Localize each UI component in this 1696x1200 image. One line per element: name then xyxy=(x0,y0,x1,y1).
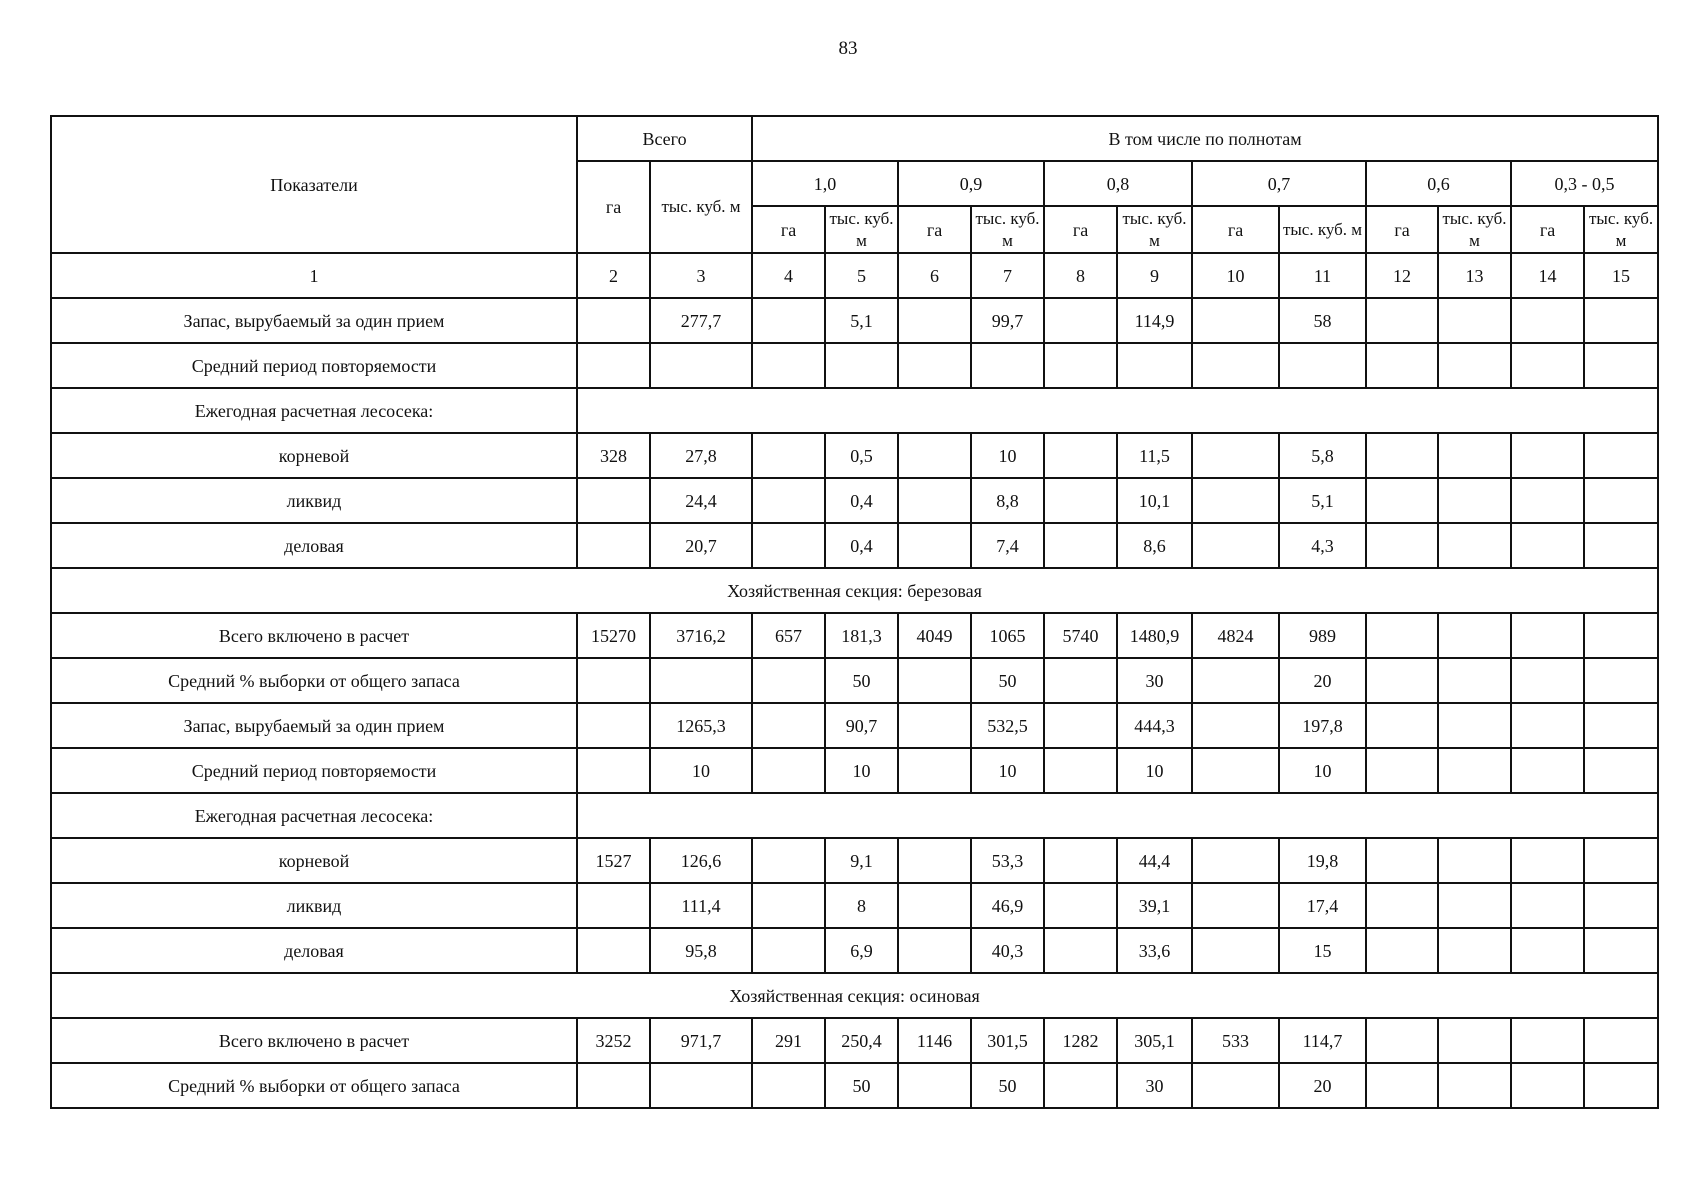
table-cell xyxy=(1584,883,1658,928)
header-density-0-3-0-5: 0,3 - 0,5 xyxy=(1511,161,1658,206)
table-cell xyxy=(1511,703,1584,748)
table-cell: 40,3 xyxy=(971,928,1044,973)
header-unit-volume: тыс. куб. м xyxy=(825,206,898,253)
table-cell xyxy=(752,703,825,748)
table-cell: 301,5 xyxy=(971,1018,1044,1063)
table-cell xyxy=(1117,343,1192,388)
table-cell: 5,8 xyxy=(1279,433,1366,478)
table-cell: 1265,3 xyxy=(650,703,752,748)
table-cell: 4824 xyxy=(1192,613,1279,658)
table-row xyxy=(51,1018,1658,1063)
column-number: 9 xyxy=(1117,253,1192,298)
header-unit-volume: тыс. куб. м xyxy=(1438,206,1511,253)
table-cell xyxy=(1438,433,1511,478)
header-unit-ha: га xyxy=(1044,206,1117,253)
table-cell xyxy=(1044,433,1117,478)
table-cell xyxy=(1438,523,1511,568)
table-cell: 3252 xyxy=(577,1018,650,1063)
table-cell xyxy=(898,298,971,343)
table-cell xyxy=(1511,478,1584,523)
table-cell: 10 xyxy=(650,748,752,793)
table-cell: 33,6 xyxy=(1117,928,1192,973)
table-cell xyxy=(1584,838,1658,883)
table-cell xyxy=(898,1063,971,1108)
table-cell xyxy=(650,658,752,703)
table-cell xyxy=(1511,298,1584,343)
table-cell xyxy=(1584,523,1658,568)
table-cell xyxy=(752,748,825,793)
table-cell: 8 xyxy=(825,883,898,928)
table-cell: 10 xyxy=(971,748,1044,793)
table-cell: 20 xyxy=(1279,658,1366,703)
table-cell: 305,1 xyxy=(1117,1018,1192,1063)
table-cell xyxy=(1044,658,1117,703)
table-cell: 533 xyxy=(1192,1018,1279,1063)
header-density-1-0: 1,0 xyxy=(752,161,898,206)
table-cell xyxy=(577,1063,650,1108)
column-number: 12 xyxy=(1366,253,1438,298)
table-cell xyxy=(1438,478,1511,523)
table-cell: 989 xyxy=(1279,613,1366,658)
table-row xyxy=(51,298,1658,343)
table-cell: 657 xyxy=(752,613,825,658)
table-cell xyxy=(752,478,825,523)
table-cell xyxy=(577,478,650,523)
header-total-ha: га xyxy=(577,161,650,253)
section-header-row xyxy=(51,568,1658,613)
table-cell xyxy=(1511,748,1584,793)
column-number: 8 xyxy=(1044,253,1117,298)
table-cell xyxy=(1044,883,1117,928)
table-cell xyxy=(1511,658,1584,703)
column-number: 13 xyxy=(1438,253,1511,298)
row-label: Запас, вырубаемый за один прием xyxy=(51,298,577,343)
table-cell: 4,3 xyxy=(1279,523,1366,568)
column-number-row xyxy=(51,253,1658,298)
table-cell: 181,3 xyxy=(825,613,898,658)
table-cell xyxy=(1511,1018,1584,1063)
row-label: деловая xyxy=(51,523,577,568)
table-cell xyxy=(1511,838,1584,883)
table-cell xyxy=(1584,928,1658,973)
table-cell xyxy=(1438,928,1511,973)
table-cell xyxy=(898,433,971,478)
table-cell: 24,4 xyxy=(650,478,752,523)
table-cell xyxy=(1584,613,1658,658)
header-unit-volume: тыс. куб. м xyxy=(1117,206,1192,253)
table-row xyxy=(51,613,1658,658)
table-cell xyxy=(1584,658,1658,703)
header-density-0-7: 0,7 xyxy=(1192,161,1366,206)
table-cell: 9,1 xyxy=(825,838,898,883)
table-cell xyxy=(752,298,825,343)
table-cell xyxy=(1366,613,1438,658)
column-number: 2 xyxy=(577,253,650,298)
table-cell xyxy=(971,343,1044,388)
table-cell xyxy=(898,658,971,703)
table-cell xyxy=(1192,433,1279,478)
table-cell xyxy=(1438,703,1511,748)
group-label-row xyxy=(51,388,1658,433)
table-cell xyxy=(752,928,825,973)
table-cell: 1282 xyxy=(1044,1018,1117,1063)
table-cell xyxy=(898,703,971,748)
table-cell xyxy=(1366,838,1438,883)
row-label: Запас, вырубаемый за один прием xyxy=(51,703,577,748)
row-label: ликвид xyxy=(51,478,577,523)
table-cell xyxy=(1584,748,1658,793)
column-number: 3 xyxy=(650,253,752,298)
table-cell xyxy=(1044,703,1117,748)
table-row xyxy=(51,1063,1658,1108)
table-cell: 30 xyxy=(1117,1063,1192,1108)
row-label: Средний % выборки от общего запаса xyxy=(51,658,577,703)
table-cell xyxy=(1044,928,1117,973)
table-cell xyxy=(1192,658,1279,703)
row-label: Всего включено в расчет xyxy=(51,1018,577,1063)
table-cell: 5,1 xyxy=(1279,478,1366,523)
forest-inventory-table xyxy=(50,115,1659,1109)
table-cell xyxy=(1584,1063,1658,1108)
table-cell: 53,3 xyxy=(971,838,1044,883)
table-cell xyxy=(1044,838,1117,883)
row-label: корневой xyxy=(51,838,577,883)
table-cell xyxy=(752,838,825,883)
table-cell: 3716,2 xyxy=(650,613,752,658)
table-cell: 111,4 xyxy=(650,883,752,928)
header-density-0-8: 0,8 xyxy=(1044,161,1192,206)
table-cell: 50 xyxy=(971,658,1044,703)
table-cell: 8,8 xyxy=(971,478,1044,523)
table-cell xyxy=(1366,478,1438,523)
header-unit-volume: тыс. куб. м xyxy=(971,206,1044,253)
section-title: Хозяйственная секция: осиновая xyxy=(51,973,1658,1018)
table-cell: 95,8 xyxy=(650,928,752,973)
table-cell: 19,8 xyxy=(1279,838,1366,883)
table-cell xyxy=(1192,1063,1279,1108)
header-by-density: В том числе по полнотам xyxy=(752,116,1658,161)
table-cell xyxy=(1366,1063,1438,1108)
table-cell: 4049 xyxy=(898,613,971,658)
column-number: 4 xyxy=(752,253,825,298)
row-label: Средний % выборки от общего запаса xyxy=(51,1063,577,1108)
table-cell: 11,5 xyxy=(1117,433,1192,478)
table-cell xyxy=(825,343,898,388)
table-cell xyxy=(898,838,971,883)
table-cell xyxy=(752,433,825,478)
table-cell xyxy=(1192,703,1279,748)
table-cell: 1480,9 xyxy=(1117,613,1192,658)
header-total: Всего xyxy=(577,116,752,161)
table-cell xyxy=(1192,343,1279,388)
table-cell: 50 xyxy=(825,1063,898,1108)
table-cell xyxy=(1511,523,1584,568)
table-cell: 277,7 xyxy=(650,298,752,343)
table-cell: 197,8 xyxy=(1279,703,1366,748)
table-cell: 20 xyxy=(1279,1063,1366,1108)
table-cell xyxy=(898,343,971,388)
table-cell xyxy=(1438,838,1511,883)
table-row xyxy=(51,748,1658,793)
table-cell xyxy=(1438,1063,1511,1108)
table-cell xyxy=(1438,1018,1511,1063)
table-cell: 10 xyxy=(1117,748,1192,793)
table-cell xyxy=(1279,343,1366,388)
table-cell: 1527 xyxy=(577,838,650,883)
section-title: Хозяйственная секция: березовая xyxy=(51,568,1658,613)
table-cell xyxy=(1366,703,1438,748)
table-cell xyxy=(577,748,650,793)
table-cell: 1065 xyxy=(971,613,1044,658)
header-total-volume: тыс. куб. м xyxy=(650,161,752,253)
table-row xyxy=(51,928,1658,973)
column-number: 10 xyxy=(1192,253,1279,298)
table-cell xyxy=(1511,613,1584,658)
table-cell: 30 xyxy=(1117,658,1192,703)
table-cell: 20,7 xyxy=(650,523,752,568)
table-cell: 1146 xyxy=(898,1018,971,1063)
table-cell xyxy=(1044,478,1117,523)
table-cell xyxy=(752,658,825,703)
table-cell xyxy=(1192,478,1279,523)
table-cell xyxy=(1192,523,1279,568)
table-cell: 5,1 xyxy=(825,298,898,343)
column-number: 7 xyxy=(971,253,1044,298)
row-label: ликвид xyxy=(51,883,577,928)
table-cell: 17,4 xyxy=(1279,883,1366,928)
table-cell: 0,4 xyxy=(825,523,898,568)
header-unit-volume: тыс. куб. м xyxy=(1584,206,1658,253)
table-cell xyxy=(1366,298,1438,343)
table-row xyxy=(51,343,1658,388)
table-cell: 8,6 xyxy=(1117,523,1192,568)
column-number: 1 xyxy=(51,253,577,298)
table-cell: 5740 xyxy=(1044,613,1117,658)
table-cell: 99,7 xyxy=(971,298,1044,343)
table-cell: 10 xyxy=(971,433,1044,478)
table-cell xyxy=(752,1063,825,1108)
table-cell xyxy=(1366,343,1438,388)
table-cell xyxy=(1438,658,1511,703)
column-number: 5 xyxy=(825,253,898,298)
table-row xyxy=(51,433,1658,478)
column-number: 15 xyxy=(1584,253,1658,298)
header-unit-ha: га xyxy=(752,206,825,253)
table-cell: 114,7 xyxy=(1279,1018,1366,1063)
table-cell xyxy=(1044,523,1117,568)
table-cell xyxy=(577,883,650,928)
table-cell xyxy=(898,478,971,523)
table-cell xyxy=(1438,343,1511,388)
table-row xyxy=(51,523,1658,568)
table-cell: 6,9 xyxy=(825,928,898,973)
table-cell xyxy=(1584,1018,1658,1063)
table-cell xyxy=(1044,298,1117,343)
table-cell: 10 xyxy=(825,748,898,793)
empty-merged-cell xyxy=(577,388,1658,433)
table-cell: 46,9 xyxy=(971,883,1044,928)
table-cell xyxy=(1192,883,1279,928)
table-cell xyxy=(1584,478,1658,523)
table-cell: 15270 xyxy=(577,613,650,658)
row-label: корневой xyxy=(51,433,577,478)
table-cell xyxy=(650,1063,752,1108)
table-cell xyxy=(1192,298,1279,343)
table-cell xyxy=(577,658,650,703)
table-cell: 50 xyxy=(825,658,898,703)
table-cell xyxy=(1584,703,1658,748)
table-cell xyxy=(1366,433,1438,478)
table-cell: 126,6 xyxy=(650,838,752,883)
row-label: Ежегодная расчетная лесосека: xyxy=(51,388,577,433)
header-unit-ha: га xyxy=(1366,206,1438,253)
table-cell: 291 xyxy=(752,1018,825,1063)
empty-merged-cell xyxy=(577,793,1658,838)
table-cell xyxy=(1366,748,1438,793)
table-cell xyxy=(1584,298,1658,343)
table-cell: 27,8 xyxy=(650,433,752,478)
row-label: Средний период повторяемости xyxy=(51,343,577,388)
table-cell xyxy=(898,928,971,973)
header-density-0-6: 0,6 xyxy=(1366,161,1511,206)
table-cell xyxy=(1511,343,1584,388)
table-cell xyxy=(1192,838,1279,883)
table-cell: 44,4 xyxy=(1117,838,1192,883)
table-cell: 250,4 xyxy=(825,1018,898,1063)
table-cell xyxy=(1438,298,1511,343)
table-cell: 444,3 xyxy=(1117,703,1192,748)
table-cell: 328 xyxy=(577,433,650,478)
table-cell xyxy=(1366,523,1438,568)
row-label: Средний период повторяемости xyxy=(51,748,577,793)
column-number: 14 xyxy=(1511,253,1584,298)
table-cell: 114,9 xyxy=(1117,298,1192,343)
table-cell xyxy=(1044,748,1117,793)
table-cell: 10 xyxy=(1279,748,1366,793)
table-cell xyxy=(650,343,752,388)
header-unit-volume: тыс. куб. м xyxy=(1279,206,1366,253)
row-label: Всего включено в расчет xyxy=(51,613,577,658)
group-label-row xyxy=(51,793,1658,838)
table-cell: 15 xyxy=(1279,928,1366,973)
table-row xyxy=(51,478,1658,523)
row-label: Ежегодная расчетная лесосека: xyxy=(51,793,577,838)
table-cell xyxy=(577,298,650,343)
table-cell xyxy=(1366,658,1438,703)
table-cell: 0,5 xyxy=(825,433,898,478)
table-cell xyxy=(1438,883,1511,928)
column-number: 6 xyxy=(898,253,971,298)
table-cell xyxy=(1438,748,1511,793)
table-cell xyxy=(1192,928,1279,973)
table-row xyxy=(51,658,1658,703)
table-cell: 50 xyxy=(971,1063,1044,1108)
table-cell xyxy=(1044,1063,1117,1108)
table-cell xyxy=(1192,748,1279,793)
table-cell xyxy=(1044,343,1117,388)
header-indicators: Показатели xyxy=(51,116,577,253)
table-cell xyxy=(577,928,650,973)
table-cell xyxy=(577,523,650,568)
table-cell xyxy=(752,883,825,928)
table-cell xyxy=(1511,433,1584,478)
table-cell: 90,7 xyxy=(825,703,898,748)
table-row xyxy=(51,838,1658,883)
table-cell xyxy=(1511,883,1584,928)
header-row-1 xyxy=(51,116,1658,161)
table-cell xyxy=(1584,433,1658,478)
table-cell xyxy=(898,748,971,793)
table-row xyxy=(51,883,1658,928)
table-cell: 7,4 xyxy=(971,523,1044,568)
page-number: 83 xyxy=(838,38,858,59)
table-cell xyxy=(1438,613,1511,658)
table-cell: 0,4 xyxy=(825,478,898,523)
header-unit-ha: га xyxy=(1192,206,1279,253)
table-cell xyxy=(1366,1018,1438,1063)
table-row xyxy=(51,703,1658,748)
header-unit-ha: га xyxy=(1511,206,1584,253)
table-cell xyxy=(898,523,971,568)
section-header-row xyxy=(51,973,1658,1018)
table-cell xyxy=(898,883,971,928)
table-cell: 58 xyxy=(1279,298,1366,343)
table-cell xyxy=(752,523,825,568)
table-cell xyxy=(1511,928,1584,973)
header-unit-ha: га xyxy=(898,206,971,253)
table-cell: 10,1 xyxy=(1117,478,1192,523)
table-cell xyxy=(752,343,825,388)
table-cell: 532,5 xyxy=(971,703,1044,748)
table-cell xyxy=(1511,1063,1584,1108)
column-number: 11 xyxy=(1279,253,1366,298)
table-cell xyxy=(1584,343,1658,388)
table-cell xyxy=(1366,883,1438,928)
table-cell xyxy=(577,343,650,388)
table-cell xyxy=(1366,928,1438,973)
header-density-0-9: 0,9 xyxy=(898,161,1044,206)
row-label: деловая xyxy=(51,928,577,973)
table-cell: 971,7 xyxy=(650,1018,752,1063)
table-cell xyxy=(577,703,650,748)
table-cell: 39,1 xyxy=(1117,883,1192,928)
